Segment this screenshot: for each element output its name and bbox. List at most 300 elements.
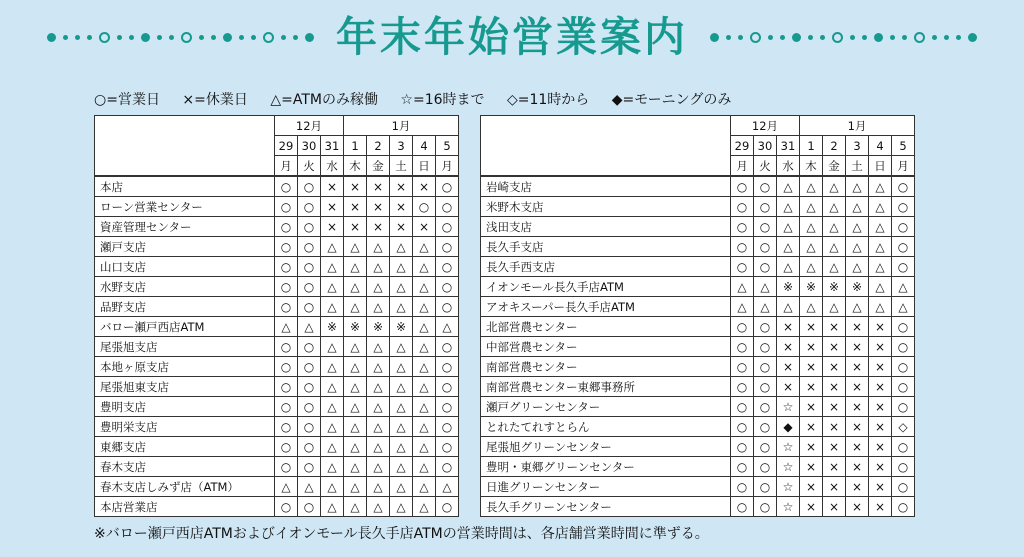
status-mark: △ — [800, 217, 823, 237]
status-mark: × — [800, 457, 823, 477]
status-mark: × — [823, 457, 846, 477]
status-mark: △ — [344, 257, 367, 277]
status-mark: ○ — [275, 437, 298, 457]
branch-name: 本地ヶ原支店 — [95, 357, 275, 377]
status-mark: △ — [390, 297, 413, 317]
status-mark: ○ — [731, 337, 754, 357]
table-row — [481, 277, 915, 297]
status-mark: △ — [321, 417, 344, 437]
status-mark: × — [367, 217, 390, 237]
status-mark: △ — [869, 297, 892, 317]
status-mark: × — [344, 197, 367, 217]
status-mark: ※ — [321, 317, 344, 337]
status-mark: × — [777, 337, 800, 357]
table-row — [95, 317, 459, 337]
status-mark: ※ — [390, 317, 413, 337]
status-mark: ○ — [731, 417, 754, 437]
status-mark: △ — [413, 337, 436, 357]
date-cell: 1 — [344, 136, 367, 156]
status-mark: ☆ — [777, 477, 800, 497]
status-mark: ○ — [892, 197, 915, 217]
status-mark: × — [846, 317, 869, 337]
table-row — [95, 437, 459, 457]
status-mark: ○ — [413, 197, 436, 217]
table-row — [481, 437, 915, 457]
status-mark: × — [823, 337, 846, 357]
branch-name: 尾張旭支店 — [95, 337, 275, 357]
status-mark: △ — [321, 277, 344, 297]
status-mark: ○ — [892, 357, 915, 377]
status-mark: △ — [367, 397, 390, 417]
status-mark: ☆ — [777, 397, 800, 417]
status-mark: ○ — [731, 237, 754, 257]
legend-closed: ×=休業日 — [182, 92, 248, 108]
weekday-cell: 金 — [367, 156, 390, 177]
status-mark: ○ — [298, 457, 321, 477]
status-mark: △ — [298, 477, 321, 497]
left-dot-decoration — [47, 32, 314, 43]
table-row — [481, 417, 915, 437]
status-mark: ○ — [436, 437, 459, 457]
status-mark: × — [413, 217, 436, 237]
status-mark: △ — [367, 457, 390, 477]
branch-name: 長久手西支店 — [481, 257, 731, 277]
table-row — [95, 497, 459, 517]
status-mark: △ — [846, 297, 869, 317]
status-mark: ○ — [275, 497, 298, 517]
status-mark: ○ — [436, 357, 459, 377]
legend-atm-only: △=ATMのみ稼働 — [270, 92, 378, 108]
status-mark: ○ — [275, 377, 298, 397]
table-row — [481, 176, 915, 197]
status-mark: × — [800, 397, 823, 417]
status-mark: ○ — [731, 497, 754, 517]
month-december: 12月 — [731, 116, 800, 136]
branch-name: 山口支店 — [95, 257, 275, 277]
status-mark: ○ — [436, 337, 459, 357]
status-mark: ○ — [731, 377, 754, 397]
branch-name: 瀬戸支店 — [95, 237, 275, 257]
branch-name: 資産管理センター — [95, 217, 275, 237]
status-mark: △ — [367, 297, 390, 317]
status-mark: ☆ — [777, 457, 800, 477]
status-mark: △ — [367, 377, 390, 397]
branch-name: 豊明栄支店 — [95, 417, 275, 437]
status-mark: × — [869, 417, 892, 437]
status-mark: ○ — [436, 217, 459, 237]
status-mark: △ — [869, 257, 892, 277]
status-mark: ○ — [892, 237, 915, 257]
branch-name: イオンモール長久手店ATM — [481, 277, 731, 297]
status-mark: △ — [869, 176, 892, 197]
status-mark: △ — [321, 377, 344, 397]
branch-name: バロー瀬戸西店ATM — [95, 317, 275, 337]
branch-name: 春木支店 — [95, 457, 275, 477]
status-mark: ○ — [892, 337, 915, 357]
status-mark: △ — [777, 297, 800, 317]
status-mark: ○ — [754, 457, 777, 477]
status-mark: △ — [344, 377, 367, 397]
weekday-cell: 月 — [275, 156, 298, 177]
weekday-cell: 土 — [846, 156, 869, 177]
status-mark: × — [800, 357, 823, 377]
status-mark: △ — [846, 257, 869, 277]
branch-name: ローン営業センター — [95, 197, 275, 217]
status-mark: △ — [869, 277, 892, 297]
branch-name: アオキスーパー長久手店ATM — [481, 297, 731, 317]
weekday-cell: 土 — [390, 156, 413, 177]
branch-name: 水野支店 — [95, 277, 275, 297]
status-mark: △ — [390, 397, 413, 417]
status-mark: △ — [275, 477, 298, 497]
status-mark: ○ — [754, 417, 777, 437]
status-mark: × — [869, 497, 892, 517]
status-mark: ○ — [298, 497, 321, 517]
status-mark: × — [344, 176, 367, 197]
status-mark: ○ — [754, 497, 777, 517]
status-mark: △ — [436, 477, 459, 497]
branch-name: 春木支店しみず店（ATM） — [95, 477, 275, 497]
status-mark: ○ — [731, 357, 754, 377]
table-row — [95, 337, 459, 357]
status-mark: △ — [413, 417, 436, 437]
table-row — [481, 197, 915, 217]
status-mark: △ — [367, 477, 390, 497]
status-mark: × — [823, 357, 846, 377]
status-mark: ○ — [436, 497, 459, 517]
status-mark: △ — [390, 277, 413, 297]
status-mark: △ — [731, 297, 754, 317]
weekday-cell: 水 — [777, 156, 800, 177]
date-cell: 30 — [298, 136, 321, 156]
table-row — [95, 217, 459, 237]
status-mark: △ — [777, 176, 800, 197]
status-mark: × — [390, 176, 413, 197]
status-mark: × — [367, 176, 390, 197]
status-mark: ※ — [823, 277, 846, 297]
branch-name: 米野木支店 — [481, 197, 731, 217]
weekday-cell: 月 — [436, 156, 459, 177]
status-mark: △ — [344, 297, 367, 317]
status-mark: ○ — [275, 197, 298, 217]
table-row — [95, 257, 459, 277]
status-mark: △ — [823, 237, 846, 257]
status-mark: × — [321, 197, 344, 217]
branch-name: 日進グリーンセンター — [481, 477, 731, 497]
status-mark: × — [800, 337, 823, 357]
status-mark: ○ — [892, 176, 915, 197]
branch-name: 長久手支店 — [481, 237, 731, 257]
branch-name: 長久手グリーンセンター — [481, 497, 731, 517]
status-mark: ○ — [275, 217, 298, 237]
month-header-row — [95, 116, 459, 136]
status-mark: ○ — [298, 277, 321, 297]
status-mark: ○ — [892, 457, 915, 477]
date-cell: 29 — [275, 136, 298, 156]
table-row — [481, 377, 915, 397]
status-mark: ○ — [436, 237, 459, 257]
status-mark: △ — [777, 257, 800, 277]
status-mark: ○ — [298, 377, 321, 397]
status-mark: ○ — [298, 437, 321, 457]
date-cell: 4 — [869, 136, 892, 156]
status-mark: × — [846, 497, 869, 517]
table-row — [481, 497, 915, 517]
branch-name: 浅田支店 — [481, 217, 731, 237]
status-mark: ○ — [436, 417, 459, 437]
branch-name: 東郷支店 — [95, 437, 275, 457]
date-cell: 4 — [413, 136, 436, 156]
date-cell: 5 — [892, 136, 915, 156]
status-mark: × — [800, 417, 823, 437]
status-mark: × — [823, 497, 846, 517]
status-mark: ※ — [846, 277, 869, 297]
page-title: 年末年始営業案内 — [336, 12, 688, 61]
table-row — [95, 377, 459, 397]
status-mark: ○ — [436, 197, 459, 217]
status-mark: × — [823, 377, 846, 397]
status-mark: × — [390, 197, 413, 217]
status-mark: ○ — [275, 457, 298, 477]
legend-from-11: ◇=11時から — [506, 92, 590, 108]
status-mark: ※ — [777, 277, 800, 297]
status-mark: △ — [390, 457, 413, 477]
weekday-cell: 日 — [869, 156, 892, 177]
table-row — [95, 457, 459, 477]
status-mark: △ — [321, 337, 344, 357]
status-mark: △ — [777, 217, 800, 237]
status-mark: ○ — [436, 397, 459, 417]
status-mark: △ — [390, 437, 413, 457]
status-mark: ○ — [754, 377, 777, 397]
status-mark: ○ — [275, 397, 298, 417]
status-mark: △ — [413, 237, 436, 257]
status-mark: △ — [823, 297, 846, 317]
schedule-table-left — [94, 115, 459, 517]
status-mark: △ — [800, 197, 823, 217]
month-header-row — [481, 116, 915, 136]
status-mark: ○ — [275, 257, 298, 277]
header-blank-cell — [95, 116, 275, 177]
status-mark: △ — [321, 237, 344, 257]
legend-until-16: ☆=16時まで — [400, 92, 485, 108]
status-mark: × — [777, 357, 800, 377]
status-mark: △ — [390, 377, 413, 397]
status-mark: ○ — [298, 337, 321, 357]
status-mark: ○ — [754, 176, 777, 197]
table-row — [481, 357, 915, 377]
status-mark: △ — [754, 277, 777, 297]
branch-name: 豊明支店 — [95, 397, 275, 417]
status-mark: △ — [800, 176, 823, 197]
weekday-cell: 木 — [344, 156, 367, 177]
month-january: 1月 — [344, 116, 459, 136]
branch-name: 中部営農センター — [481, 337, 731, 357]
status-mark: △ — [344, 237, 367, 257]
table-row — [95, 197, 459, 217]
legend — [94, 89, 749, 109]
status-mark: × — [869, 477, 892, 497]
status-mark: ☆ — [777, 497, 800, 517]
date-cell: 3 — [846, 136, 869, 156]
status-mark: ○ — [731, 197, 754, 217]
status-mark: ○ — [731, 257, 754, 277]
status-mark: △ — [823, 176, 846, 197]
status-mark: × — [777, 317, 800, 337]
weekday-cell: 月 — [892, 156, 915, 177]
status-mark: △ — [344, 477, 367, 497]
status-mark: △ — [800, 257, 823, 277]
status-mark: × — [846, 337, 869, 357]
branch-name: 南部営農センター — [481, 357, 731, 377]
status-mark: △ — [823, 217, 846, 237]
status-mark: ○ — [298, 176, 321, 197]
status-mark: ○ — [275, 176, 298, 197]
date-cell: 5 — [436, 136, 459, 156]
branch-name: 豊明・東郷グリーンセンター — [481, 457, 731, 477]
status-mark: × — [869, 357, 892, 377]
status-mark: ○ — [754, 397, 777, 417]
status-mark: △ — [367, 497, 390, 517]
table-row — [95, 277, 459, 297]
status-mark: △ — [846, 237, 869, 257]
status-mark: △ — [413, 357, 436, 377]
status-mark: △ — [344, 457, 367, 477]
status-mark: ○ — [892, 397, 915, 417]
status-mark: × — [869, 457, 892, 477]
status-mark: ○ — [298, 357, 321, 377]
status-mark: △ — [367, 337, 390, 357]
status-mark: ○ — [892, 217, 915, 237]
branch-name: 品野支店 — [95, 297, 275, 317]
weekday-cell: 水 — [321, 156, 344, 177]
legend-morning-only: ◆=モーニングのみ — [611, 92, 732, 108]
status-mark: △ — [367, 417, 390, 437]
status-mark: △ — [367, 257, 390, 277]
status-mark: ○ — [436, 457, 459, 477]
status-mark: × — [846, 397, 869, 417]
status-mark: ○ — [298, 237, 321, 257]
status-mark: ○ — [731, 176, 754, 197]
status-mark: △ — [321, 477, 344, 497]
status-mark: △ — [731, 277, 754, 297]
weekday-cell: 月 — [731, 156, 754, 177]
status-mark: × — [777, 377, 800, 397]
status-mark: △ — [321, 457, 344, 477]
status-mark: ○ — [754, 317, 777, 337]
header-blank-cell — [481, 116, 731, 177]
branch-name: 南部営農センター東郷事務所 — [481, 377, 731, 397]
status-mark: ○ — [892, 257, 915, 277]
status-mark: × — [344, 217, 367, 237]
status-mark: ○ — [298, 397, 321, 417]
status-mark: △ — [413, 397, 436, 417]
status-mark: ○ — [731, 397, 754, 417]
month-january: 1月 — [800, 116, 915, 136]
status-mark: ○ — [892, 437, 915, 457]
status-mark: × — [823, 397, 846, 417]
status-mark: ○ — [892, 317, 915, 337]
status-mark: △ — [754, 297, 777, 317]
table-row — [481, 257, 915, 277]
status-mark: × — [869, 377, 892, 397]
date-cell: 2 — [367, 136, 390, 156]
status-mark: △ — [777, 197, 800, 217]
table-row — [95, 397, 459, 417]
table-row — [481, 237, 915, 257]
status-mark: △ — [390, 257, 413, 277]
status-mark: △ — [321, 497, 344, 517]
status-mark: ○ — [731, 437, 754, 457]
status-mark: △ — [436, 317, 459, 337]
status-mark: △ — [367, 277, 390, 297]
table-row — [95, 297, 459, 317]
status-mark: △ — [869, 217, 892, 237]
right-dot-decoration — [710, 32, 977, 43]
branch-name: 尾張旭東支店 — [95, 377, 275, 397]
status-mark: △ — [321, 297, 344, 317]
status-mark: × — [800, 477, 823, 497]
date-cell: 30 — [754, 136, 777, 156]
status-mark: △ — [367, 237, 390, 257]
status-mark: △ — [777, 237, 800, 257]
status-mark: × — [846, 377, 869, 397]
month-december: 12月 — [275, 116, 344, 136]
status-mark: ○ — [754, 237, 777, 257]
date-cell: 31 — [321, 136, 344, 156]
status-mark: △ — [344, 437, 367, 457]
status-mark: ◆ — [777, 417, 800, 437]
table-row — [95, 176, 459, 197]
status-mark: △ — [344, 497, 367, 517]
status-mark: △ — [413, 257, 436, 277]
status-mark: △ — [823, 257, 846, 277]
table-row — [95, 357, 459, 377]
status-mark: △ — [800, 237, 823, 257]
status-mark: ○ — [436, 257, 459, 277]
branch-name: 岩崎支店 — [481, 176, 731, 197]
status-mark: ○ — [754, 477, 777, 497]
status-mark: ○ — [275, 357, 298, 377]
status-mark: ○ — [298, 197, 321, 217]
status-mark: ○ — [275, 297, 298, 317]
branch-name: 本店 — [95, 176, 275, 197]
status-mark: × — [823, 437, 846, 457]
status-mark: △ — [275, 317, 298, 337]
status-mark: ○ — [754, 437, 777, 457]
status-mark: × — [800, 377, 823, 397]
status-mark: △ — [367, 437, 390, 457]
status-mark: ○ — [754, 217, 777, 237]
table-row — [481, 457, 915, 477]
status-mark: × — [390, 217, 413, 237]
table-row — [481, 317, 915, 337]
status-mark: △ — [390, 357, 413, 377]
table-row — [481, 297, 915, 317]
status-mark: ○ — [436, 377, 459, 397]
status-mark: × — [869, 337, 892, 357]
table-row — [95, 477, 459, 497]
status-mark: △ — [390, 477, 413, 497]
status-mark: ○ — [892, 377, 915, 397]
status-mark: ※ — [800, 277, 823, 297]
status-mark: ○ — [275, 277, 298, 297]
status-mark: ○ — [298, 257, 321, 277]
status-mark: △ — [298, 317, 321, 337]
status-mark: △ — [846, 197, 869, 217]
weekday-cell: 日 — [413, 156, 436, 177]
status-mark: × — [800, 317, 823, 337]
